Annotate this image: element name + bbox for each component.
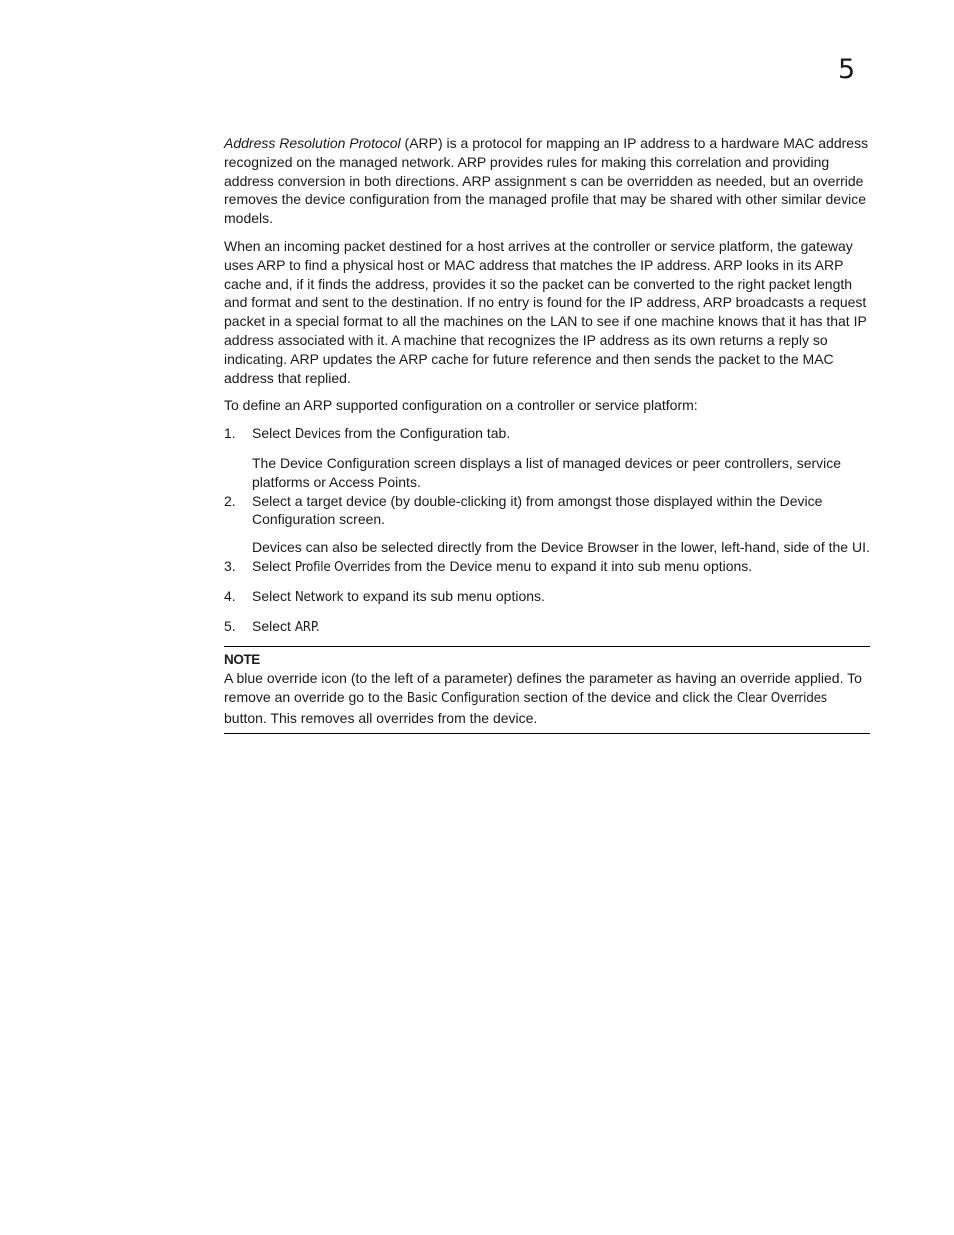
note-text: A blue override icon (to the left of a parameter) defines the parameter as having an override applied. To remove an override go to the Basic Configuration section of the device and click the Clear Overrides button. This removes all overrides from the device. xyxy=(224,670,862,726)
step-5: 5. Select ARP. xyxy=(224,617,320,635)
arp-description-paragraph: When an incoming packet destined for a host arrives at the controller or service platform, the gateway uses ARP to find a physical host or MAC address that matches the IP address. ARP looks in its ARP cache and, if it finds the address, provides it so the packet can be converted to the right packet length and format and sent to the destination. If no entry is found for the IP address, ARP broadcasts a request packet in a special format to all the machines on the LAN to see if one machine knows that it has that IP address associated with it. A machine that recognizes the IP address as its own returns a reply so indicating. ARP updates the ARP cache for future reference and then sends the packet to the MAC address that replied. xyxy=(224,237,867,386)
document-body xyxy=(224,134,870,734)
step-1-detail: The Device Configuration screen displays a list of managed devices or peer controllers, service platforms or Access Points. xyxy=(252,454,842,490)
step-number: 1. xyxy=(224,425,236,442)
intro-paragraph xyxy=(224,134,870,228)
ui-term-clear-overrides: Clear Overrides xyxy=(736,691,827,707)
step-3: 3. Select Profile Overrides from the Device menu to expand it into sub menu options. xyxy=(224,557,753,575)
step-number: 3. xyxy=(224,557,236,574)
procedure-lead-in: To define an ARP supported configuration on a controller or service platform: xyxy=(224,397,698,414)
intro-text: (ARP) is a protocol for mapping an IP address to a hardware MAC address recognized on the managed network. ARP provides rules for making this correlation and providing address conversion in both directions. ARP assignment s can be overridden as needed, but an override removes the device configuration from the managed profile that may be shared with other similar device models. xyxy=(224,135,869,227)
chapter-number: 5 xyxy=(838,54,856,85)
note-title: NOTE xyxy=(224,652,260,668)
ui-term-basic-configuration: Basic Configuration xyxy=(406,691,520,707)
step-number: 5. xyxy=(224,617,236,634)
step-2-detail: Devices can also be selected directly from the Device Browser in the lower, left-hand, side of the UI. xyxy=(252,539,870,556)
note-box xyxy=(224,646,870,733)
step-number: 4. xyxy=(224,587,236,604)
ui-term-network: Network xyxy=(294,589,344,605)
step-number: 2. xyxy=(224,492,236,509)
ui-term-profile-overrides: Profile Overrides xyxy=(294,559,391,575)
ui-term-devices: Devices xyxy=(294,427,341,443)
step-1: 1. Select Devices from the Configuration tab. xyxy=(224,425,511,443)
arp-term: Address Resolution Protocol xyxy=(224,135,401,151)
step-4: 4. Select Network to expand its sub menu options. xyxy=(224,587,545,605)
step-2: 2. Select a target device (by double-clicking it) from amongst those displayed within the Device Configuration screen. xyxy=(224,492,823,528)
ui-term-arp: ARP. xyxy=(294,619,320,635)
